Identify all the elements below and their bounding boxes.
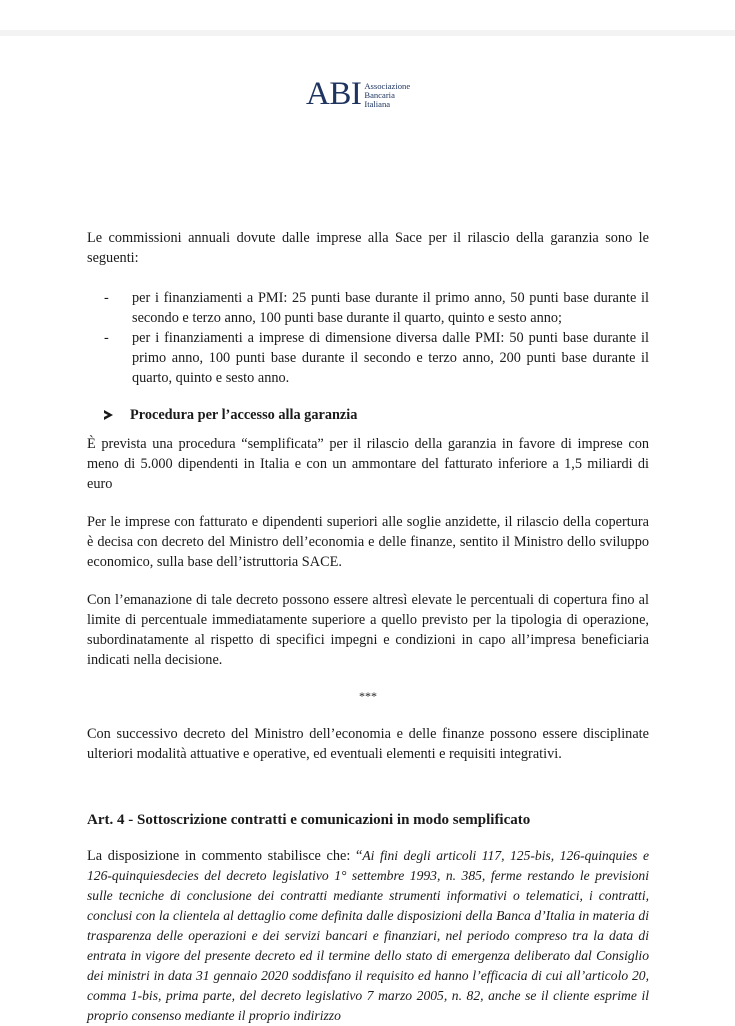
article-quote-text: Ai fini degli articoli 117, 125-bis, 126-quinquies e 126-quinquiesdecies del decreto legislativo 1° settembre 1993, n. 385, ferme restando le previsioni sulle tecniche di conclusione dei contratti mediante strumenti informativi o telematici, i contratti, conclusi con la clientela al dettaglio come definita dalle disposizioni della Banca d’Italia in materia di trasparenza delle operazioni e dei servizi bancari e finanziari, nel periodo compreso tra la data di entrata in vigore del presente decreto ed il termine dello stato di emergenza deliberato dal Consiglio dei ministri in data 31 gennaio 2020 soddisfano il requisito ed hanno l’efficacia di cui all’articolo 20, comma 1-bis, prima parte, del decreto legislativo 7 marzo 2005, n. 82, anche se il cliente esprime il proprio consenso mediante il proprio indirizzo: [87, 848, 649, 1023]
paragraph-procedure: È prevista una procedura “semplificata” per il rilascio della garanzia in favore di imprese con meno di 5.000 dipendenti in Italia e con un ammontare del fatturato inferiore a 1,5 miliardi di euro: [87, 436, 649, 492]
fee-list-item-text: per i finanziamenti a PMI: 25 punti base durante il primo anno, 50 punti base durante il secondo e terzo anno, 100 punti base durante il quarto, quinto e sesto anno;: [132, 290, 649, 326]
abi-logo: [306, 78, 410, 111]
dash-bullet: -: [104, 330, 109, 346]
page-top-divider: [0, 30, 735, 36]
fee-list-item: [87, 328, 649, 388]
fee-list-item-text: per i finanziamenti a imprese di dimensione diversa dalle PMI: 50 punti base durante il primo anno, 100 punti base durante il secondo e terzo anno, 200 punti base durante il quarto, quinto e sesto anno.: [132, 330, 649, 386]
article-heading: Art. 4 - Sottoscrizione contratti e comunicazioni in modo semplificato: [87, 812, 531, 828]
logo-line-2: Bancaria: [364, 90, 395, 100]
dash-bullet: -: [104, 290, 109, 306]
logo-mark: ABI: [306, 76, 362, 112]
subheading-text: Procedura per l’accesso alla garanzia: [130, 407, 358, 423]
logo-line-1: Associazione: [364, 81, 411, 91]
logo-line-3: Italiana: [364, 99, 391, 109]
closing-paragraph: Con successivo decreto del Ministro dell’economia e delle finanze possono essere disciplinate ulteriori modalità attuative e operative, ed eventuali elementi e requisiti integrativi.: [87, 726, 649, 762]
paragraph-coverage: Con l’emanazione di tale decreto possono essere altresì elevate le percentuali di copertura fino al limite di percentuale immediatamente superiore a quello previsto per la tipologia di operazione, subordinatamente al rispetto di specifici impegni e condizioni in capo all’impresa beneficiaria indicati nella decisione.: [87, 592, 649, 668]
arrow-bullet-icon: [104, 410, 113, 420]
section-subheading: [87, 405, 649, 425]
paragraph-large-companies: Per le imprese con fatturato e dipendenti superiori alle soglie anzidette, il rilascio della copertura è decisa con decreto del Ministro dell’economia e delle finanze, sentito il Ministro dello sviluppo economico, sulla base dell’istruttoria SACE.: [87, 514, 649, 570]
fee-list-item: [87, 288, 649, 328]
fee-list: [87, 288, 649, 388]
document-body: [87, 228, 649, 1026]
logo-wordmark: [364, 80, 410, 109]
article-quote-paragraph: [87, 846, 649, 1026]
article-lead-text: La disposizione in commento stabilisce che: “: [87, 848, 363, 864]
section-separator: ***: [359, 689, 377, 703]
intro-paragraph: Le commissioni annuali dovute dalle imprese alla Sace per il rilascio della garanzia sono le seguenti:: [87, 230, 649, 266]
